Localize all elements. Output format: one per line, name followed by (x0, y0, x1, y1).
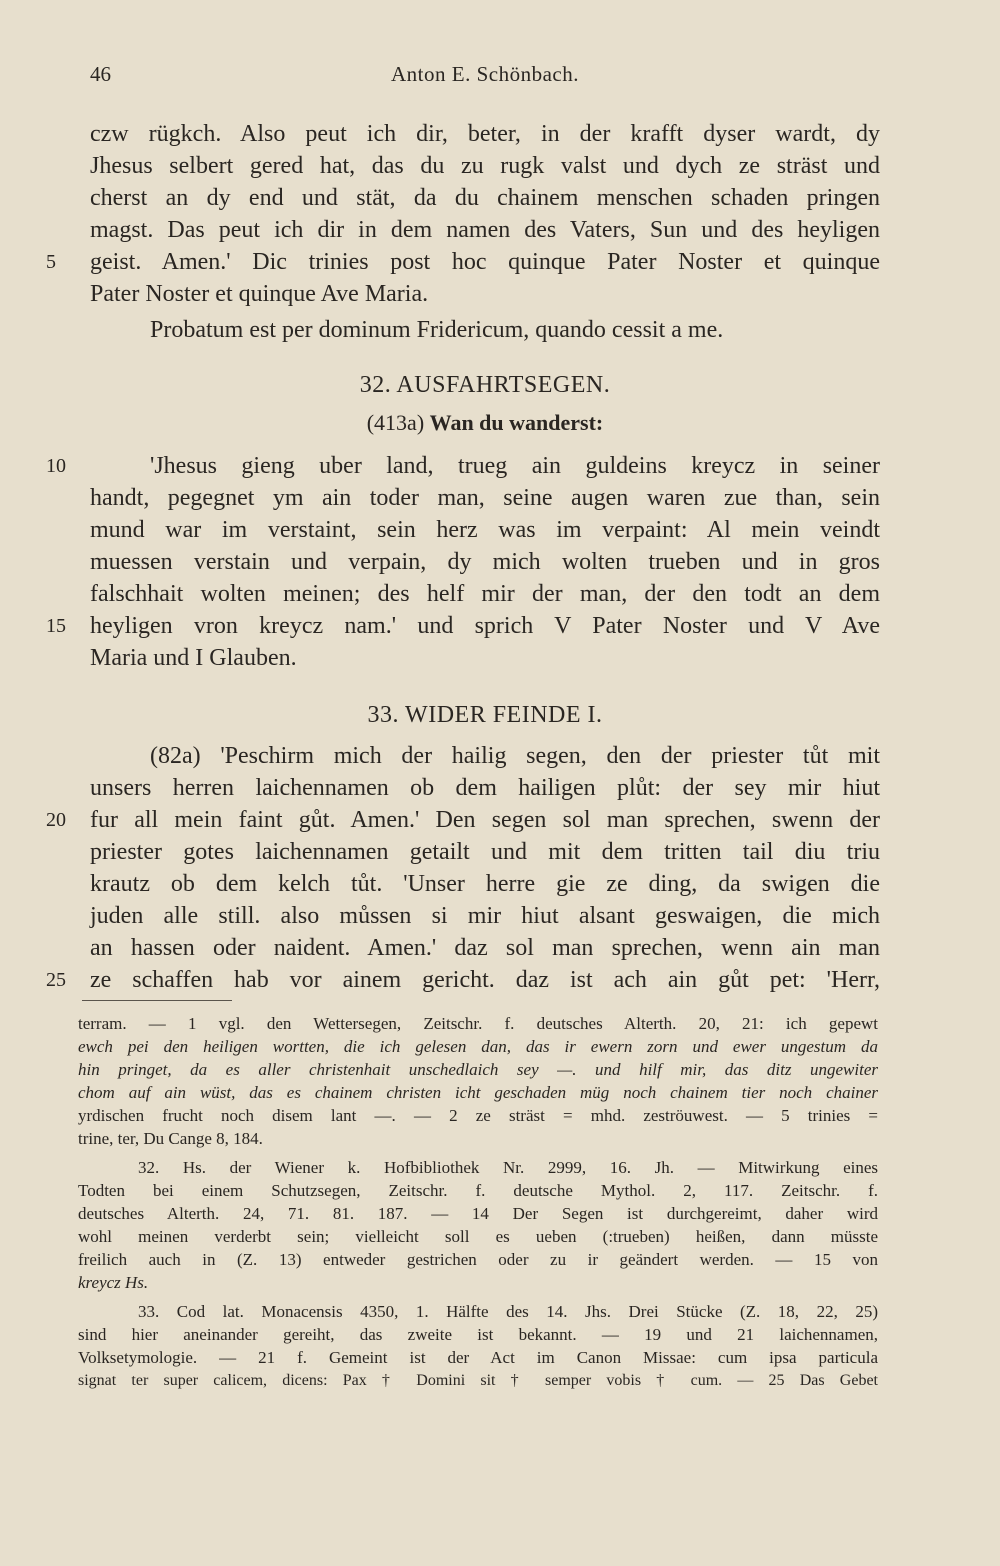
footnote-line: trine, ter, Du Cange 8, 184. (78, 1129, 263, 1148)
line-number: 20 (46, 809, 66, 831)
text-line: handt, pegegnet ym ain toder man, seine augen waren zue than, sein (90, 485, 880, 511)
text-line: 5 geist. Amen.' Dic trinies post hoc quinque Pater Noster et quinque (90, 246, 880, 278)
text-line: 25 ze schaffen hab vor ainem gericht. daz ist ach ain gůt pet: 'Herr, (90, 964, 880, 996)
footnote-line: sind hier aneinander gereiht, das zweite ist bekannt. — 19 und 21 laichennamen, (78, 1325, 878, 1344)
footnote-divider (82, 1000, 232, 1001)
text-line: juden alle still. also můssen si mir hiut alsant geswaigen, die mich (90, 903, 880, 929)
footnote-line: yrdischen frucht noch disem lant —. — 2 ze sträst = mhd. zeströuwest. — 5 trinies = (78, 1106, 878, 1125)
text-block-section-33 (46, 740, 880, 996)
section-heading-32: 32. AUSFAHRTSEGEN. (359, 372, 611, 398)
text-line: muessen verstain und verpain, dy mich wolten trueben und in gros (90, 549, 880, 575)
text-block-intro (46, 118, 880, 346)
text-line: 15 heyligen vron kreycz nam.' und sprich V Pater Noster und V Ave (90, 610, 880, 642)
text-line: magst. Das peut ich dir in dem namen des Vaters, Sun und des heyligen (90, 217, 880, 243)
text-line: mund war im verstaint, sein herz was im verpaint: Al mein veindt (90, 517, 880, 543)
text-line: czw rügkch. Also peut ich dir, beter, in der krafft dyser wardt, dy (90, 121, 880, 147)
footnote-line: 33. Cod lat. Monacensis 4350, 1. Hälfte des 14. Jhs. Drei Stücke (Z. 18, 22, 25) (138, 1302, 878, 1321)
footnote-line: deutsches Alterth. 24, 71. 81. 187. — 14 Der Segen ist durchgereimt, daher wird (78, 1204, 878, 1223)
line-number: 25 (46, 969, 66, 991)
footnote-line: Todten bei einem Schutzsegen, Zeitschr. f. deutsche Mythol. 2, 117. Zeitschr. f. (78, 1181, 878, 1200)
page-number: 46 (90, 62, 111, 86)
text-line: 20 fur all mein faint gůt. Amen.' Den segen sol man sprechen, swenn der (90, 804, 880, 836)
text-line: Pater Noster et quinque Ave Maria. (90, 281, 429, 307)
section-heading-33: 33. WIDER FEINDE I. (367, 702, 603, 728)
line-number: 5 (46, 251, 56, 273)
footnote-line: Volksetymologie. — 21 f. Gemeint ist der Act im Canon Missae: cum ipsa particula (78, 1348, 878, 1367)
running-head: Anton E. Schönbach. (391, 62, 579, 86)
footnote-line: wohl meinen verderbt sein; vielleicht soll es ueben (:trueben) heißen, dann müsste (78, 1227, 878, 1246)
text-line: Probatum est per dominum Fridericum, quando cessit a me. (150, 317, 724, 343)
footnote-line: hin pringet, da es aller christenhait unschedlaich sey —. und hilf mir, das ditz ungewiter (78, 1060, 878, 1079)
line-number: 10 (46, 455, 66, 477)
text-line: cherst an dy end und stät, da du chainem menschen schaden pringen (90, 185, 880, 211)
text-line: Maria und I Glauben. (90, 645, 297, 671)
text-line: krautz ob dem kelch tůt. 'Unser herre gie ze ding, da swigen die (90, 871, 880, 897)
text-line: falschhait wolten meinen; des helf mir der man, der den todt an dem (90, 581, 880, 607)
text-block-section-32 (46, 450, 880, 674)
text-line: Jhesus selbert gered hat, das du zu rugk valst und dych ze sträst und (90, 153, 880, 179)
text-line: unsers herren laichennamen ob dem hailigen plůt: der sey mir hiut (90, 775, 880, 801)
footnote-line: ewch pei den heiligen wortten, die ich gelesen dan, das ir ewern zorn und ewer ungestum da (78, 1037, 878, 1056)
section-subheading-32: (413a) Wan du wanderst: (366, 410, 604, 435)
footnote-line: kreycz Hs. (78, 1273, 149, 1292)
footnotes (78, 1012, 878, 1392)
footnote-line: signat ter super calicem, dicens: Pax † Domini sit † semper vobis † cum. — 25 Das Gebet (78, 1372, 878, 1389)
text-line: (82a) 'Peschirm mich der hailig segen, den der priester tůt mit (150, 743, 880, 769)
page-header (90, 62, 880, 92)
footnote-line: terram. — 1 vgl. den Wettersegen, Zeitschr. f. deutsches Alterth. 20, 21: ich gepewt (78, 1014, 878, 1033)
footnote-line: 32. Hs. der Wiener k. Hofbibliothek Nr. 2999, 16. Jh. — Mitwirkung eines (138, 1158, 878, 1177)
text-line: priester gotes laichennamen getailt und mit dem tritten tail diu triu (90, 839, 880, 865)
text-line: an hassen oder naident. Amen.' daz sol man sprechen, wenn ain man (90, 935, 880, 961)
footnote-line: chom auf ain wüst, das es chainem christen icht geschaden müg noch chainem tier noch chainer (78, 1083, 878, 1102)
text-line: 10 'Jhesus gieng uber land, trueg ain guldeins kreycz in seiner (90, 450, 880, 482)
footnote-line: freilich auch in (Z. 13) entweder gestrichen oder zu ir geändert werden. — 15 von (78, 1250, 878, 1269)
line-number: 15 (46, 615, 66, 637)
